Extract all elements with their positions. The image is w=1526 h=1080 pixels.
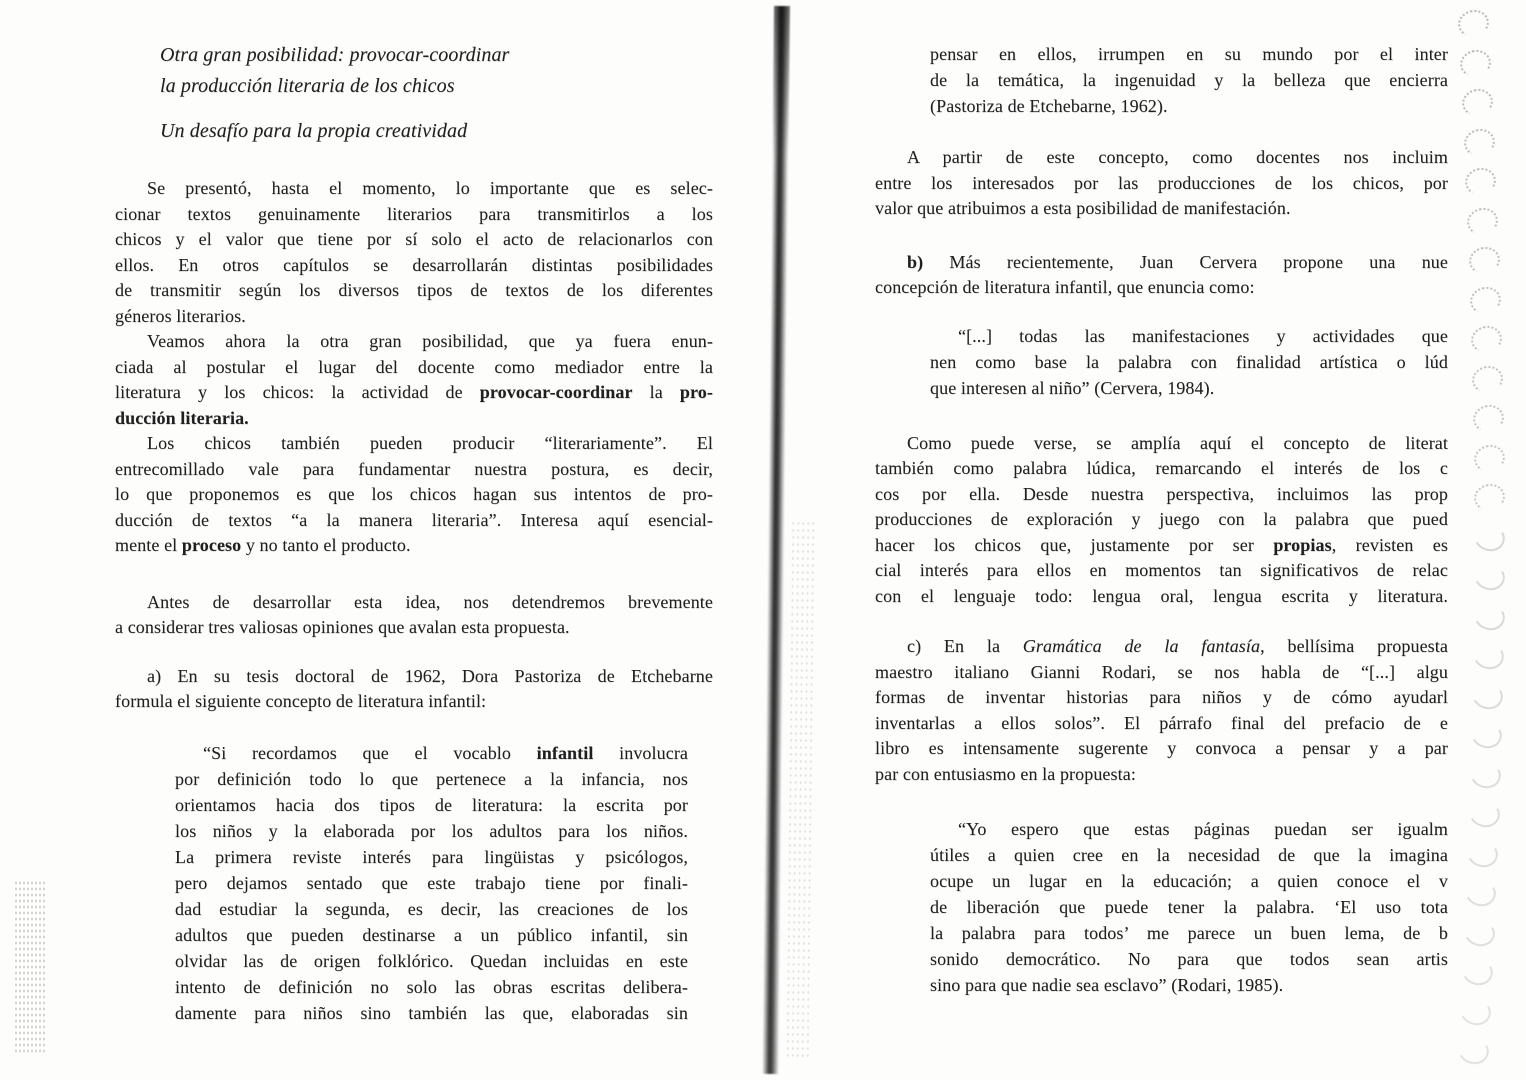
scan-noise-patch [14,880,46,1055]
text-line: (Pastoriza de Etchebarne, 1962). [930,96,1168,116]
text-line: a considerar tres valiosas opiniones que avalan esta propuesta. [115,617,570,637]
text-line: a) En su tesis doctoral de 1962, Dora Pastoriza de Etchebarne [147,665,713,686]
text-line: “Si recordamos que el vocablo infantil involucra [203,742,688,763]
text-line: entre los interesados por las producciones de los chicos, por [875,172,1448,193]
spiral-binding-ring [1471,441,1508,475]
text-line: b) Más recientemente, Juan Cervera propone una nue [907,251,1448,272]
spiral-binding-ring [1458,954,1496,989]
text-line: concepción de literatura infantil, que enuncia como: [875,277,1255,297]
paragraph [115,329,713,431]
spiral-binding-ring [1470,638,1508,673]
section-subheading [115,118,713,144]
spiral-binding-ring [1455,7,1492,41]
text-line: útiles a quien cree en la necesidad de que la imagina [930,845,1448,865]
spiral-binding-ring [1455,1033,1493,1068]
text-line: Antes de desarrollar esta idea, nos detendremos brevemente [147,591,713,612]
text-line: también como palabra lúdica, remarcando el interés de los c [875,458,1448,478]
spiral-binding-ring [1466,244,1503,278]
text-line: la producción literaria de los chicos [160,75,455,97]
text-line: “Yo espero que estas páginas puedan ser igualm [958,819,1448,839]
spiral-binding-ring [1470,559,1508,594]
block-quote [930,41,1448,119]
text-line: la palabra para todos’ me parece un buen lema, de b [930,923,1448,943]
text-line: Se presentó, hasta el momento, lo importante que es selec- [147,178,713,198]
text-line: cionar textos genuinamente literarios para transmitirlos a los [115,203,713,224]
spiral-binding-ring [1469,677,1507,712]
text-line: Como puede verse, se amplía aquí el concepto de literat [907,432,1448,453]
text-line: La primera reviste interés para lingüistas y psicólogos, [175,846,688,867]
text-line: de liberación que puede tener la palabra. ‘El uso tota [930,897,1448,917]
text-line: ciada al postular el lugar del docente como mediador entre la [115,356,713,377]
text-line: por definición todo lo que pertenece a la infancia, nos [175,768,688,789]
text-line: maestro italiano Gianni Rodari, se nos habla de “[...] algu [875,661,1448,682]
spiral-binding-ring [1463,165,1500,199]
text-line: producciones de exploración y juego con la palabra que pued [875,509,1448,529]
text-line: Los chicos también pueden producir “literariamente”. El [147,433,713,453]
text-line: literatura y los chicos: la actividad de provocar-coordinar la pro- [115,382,713,402]
paragraph [115,590,713,641]
text-line: orientamos hacia dos tipos de literatura: la escrita por [175,794,688,815]
text-line: géneros literarios. [115,305,246,326]
spiral-binding-ring [1462,875,1500,910]
text-line: adultos que pueden destinarse a un público infantil, sin [175,924,688,945]
spiral-binding-ring [1468,323,1505,357]
text-line: de transmitir según los diversos tipos de textos de los diferentes [115,280,713,300]
spiral-binding-ring [1464,204,1501,238]
text-line: dad estudiar la segunda, es decir, las creaciones de los [175,898,688,919]
text-line: ducción literaria. [115,407,249,428]
spiral-binding-ring [1468,717,1506,752]
text-line: A partir de este concepto, como docentes nos incluim [907,147,1448,167]
text-line: ellos. En otros capítulos se desarrollarán distintas posibilidades [115,254,713,275]
text-line: los niños y la elaborada por los adultos para los niños. [175,820,688,841]
text-line: cial interés para ellos en momentos tan significativos de relac [875,560,1448,580]
text-line: sino para que nadie sea esclavo” (Rodari, 1985). [930,975,1284,995]
text-line: sonido democrático. No para que todos sean artis [930,949,1448,969]
text-line: de la temática, la ingenuidad y la belleza que encierra [930,70,1448,90]
text-line: libro es intensamente sugerente y convoca a pensar y a par [875,738,1448,758]
paragraph [115,664,713,715]
paragraph [115,176,713,329]
text-line: lo que proponemos es que los chicos hagan sus intentos de pro- [115,484,713,504]
text-line: “[...] todas las manifestaciones y actividades que [958,325,1448,346]
spiral-binding-ring [1471,519,1509,554]
text-line: Veamos ahora la otra gran posibilidad, que ya fuera enun- [147,331,713,351]
text-line: ducción de textos “a la manera literaria”. Interesa aquí esencial- [115,509,713,530]
text-line: valor que atribuimos a esta posibilidad de manifestación. [875,198,1291,218]
text-line: entrecomillado vale para fundamentar nuestra postura, es decir, [115,458,713,479]
text-line: Otra gran posibilidad: provocar-coordinar [160,44,510,66]
text-line: que interesen al niño” (Cervera, 1984). [930,377,1215,398]
text-line: formula el siguiente concepto de literatura infantil: [115,691,487,711]
right-page [875,0,1448,998]
text-line: formas de inventar historias para niños y de cómo ayudarl [875,687,1448,707]
text-line: cos por ella. Desde nuestra perspectiva, incluimos las prop [875,483,1448,504]
block-quote [930,816,1448,998]
spiral-binding-ring [1459,86,1496,120]
block-quote [175,740,688,1026]
spiral-binding-ring [1471,481,1508,515]
text-line: damente para niños sino también las que, elaboradas sin [175,1002,688,1023]
text-line: par con entusiasmo en la propuesta: [875,763,1136,784]
spiral-binding-ring [1470,402,1507,436]
spiral-binding-ring [1467,283,1504,317]
spiral-binding-ring [1465,796,1503,831]
text-line: pensar en ellos, irrumpen en su mundo por el inter [930,44,1448,64]
spiral-binding-ring [1467,756,1505,791]
text-line: inventarlas a ellos solos”. El párrafo final del prefacio de e [875,712,1448,733]
paragraph [115,431,713,559]
text-line: c) En la Gramática de la fantasía, bellísima propuesta [907,636,1448,656]
text-line: chicos y el valor que tiene por sí solo el acto de relacionarlos con [115,229,713,249]
spiral-binding-ring [1457,46,1494,80]
spiral-binding [1456,0,1518,1080]
text-line: ocupe un lugar en la educación; a quien conoce el v [930,871,1448,891]
paragraph [875,634,1448,787]
paragraph [875,431,1448,610]
paragraph [875,145,1448,222]
text-line: mente el proceso y no tanto el producto. [115,535,411,555]
spiral-binding-ring [1460,914,1498,949]
spiral-binding-ring [1461,125,1498,159]
text-line: hacer los chicos que, justamente por ser propias, revisten es [875,534,1448,555]
text-line: nen como base la palabra con finalidad artística o lúd [930,351,1448,372]
block-quote [930,323,1448,401]
text-line: olvidar las de origen folklórico. Quedan incluidas en este [175,950,688,971]
section-heading [115,40,713,102]
paragraph [875,250,1448,301]
left-page [115,0,713,1026]
text-line: Un desafío para la propia creatividad [160,120,468,142]
text-line: pero dejamos sentado que este trabajo tiene por finali- [175,872,688,893]
spiral-binding-ring [1470,598,1508,633]
spiral-binding-ring [1457,993,1495,1028]
spiral-binding-ring [1469,362,1506,396]
text-line: intento de definición no solo las obras escritas delibera- [175,976,688,997]
text-line: con el lenguaje todo: lengua oral, lengua escrita y literatura. [875,585,1448,606]
spiral-binding-ring [1464,835,1502,870]
